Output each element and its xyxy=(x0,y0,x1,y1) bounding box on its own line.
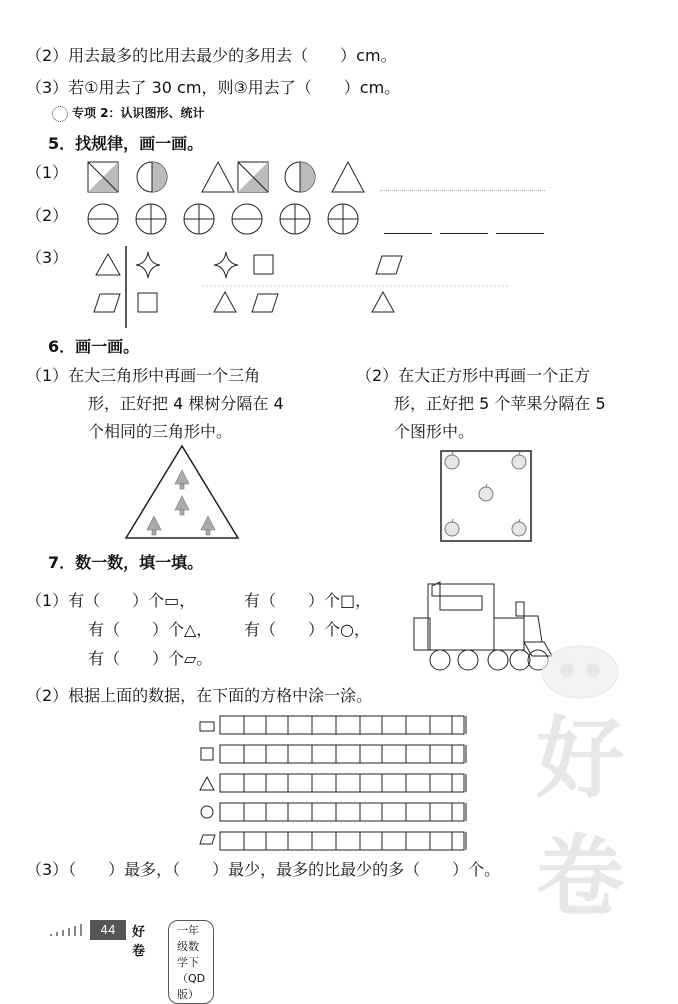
triangle-icon xyxy=(372,292,394,312)
section-header xyxy=(52,104,205,122)
q5-row2-answer-blank[interactable] xyxy=(496,233,544,234)
tally-row[interactable] xyxy=(220,716,464,734)
q7-row1a: （1）有（ ）个▭， xyxy=(26,591,196,610)
triangle-icon xyxy=(332,162,364,192)
flower-icon xyxy=(52,106,68,122)
book-title: 一年级数学下（QD 版） xyxy=(168,920,214,1004)
apple-icon xyxy=(512,519,526,536)
section-title: 专项 2：认识图形、统计 xyxy=(72,106,205,120)
q7-title: 7．数一数，填一填。 xyxy=(48,553,204,572)
half-shaded-square-icon xyxy=(238,162,268,192)
q6a-line1: （1）在大三角形中再画一个三角 xyxy=(26,366,261,385)
footer-brand: 好卷 xyxy=(132,925,146,959)
parallelogram-icon xyxy=(252,294,278,312)
q6b-line2: 形，正好把 5 个苹果分隔在 5 xyxy=(394,394,606,413)
q5-part3-label: （3） xyxy=(26,248,69,267)
tree-icon xyxy=(175,496,189,515)
tree-icon xyxy=(201,516,215,535)
q6b-line1: （2）在大正方形中再画一个正方 xyxy=(356,366,591,385)
tally-row[interactable] xyxy=(220,832,464,850)
q5-row3-pattern xyxy=(90,244,510,330)
watermark-char-2: 卷 xyxy=(535,825,624,928)
half-shaded-square-icon xyxy=(88,162,118,192)
apple-icon xyxy=(445,452,459,469)
tree-icon xyxy=(147,516,161,535)
square-icon xyxy=(201,748,213,760)
apple-icon xyxy=(512,452,526,469)
big-triangle-with-trees[interactable] xyxy=(124,444,240,540)
circle-icon xyxy=(201,806,213,818)
circle-horizontal-line-icon xyxy=(88,204,118,234)
parallelogram-icon xyxy=(376,256,402,274)
page-number: 44 xyxy=(90,920,126,940)
half-shaded-circle-icon xyxy=(137,162,167,192)
square-icon xyxy=(138,293,157,312)
q5-row2-answer-blank[interactable] xyxy=(384,233,432,234)
q6-title: 6．画一画。 xyxy=(48,337,140,356)
triangle-icon xyxy=(96,254,120,275)
parallelogram-icon xyxy=(200,835,215,844)
watermark-char-1: 好 xyxy=(535,707,624,810)
tally-row[interactable] xyxy=(220,774,464,792)
q7-part2-text: （2）根据上面的数据，在下面的方格中涂一涂。 xyxy=(26,686,373,705)
circle-cross-icon xyxy=(280,204,310,234)
q5-part1-label: （1） xyxy=(26,163,69,182)
q4-part3-text: （3）若①用去了 30 cm，则③用去了（ ）cm。 xyxy=(26,78,401,97)
circle-horizontal-line-icon xyxy=(232,204,262,234)
q7-row2a: 有（ ）个△， xyxy=(88,620,213,639)
q5-row2-answer-blank[interactable] xyxy=(440,233,488,234)
q5-row1-pattern xyxy=(86,160,386,196)
circle-cross-icon xyxy=(136,204,166,234)
tally-grid[interactable] xyxy=(198,712,468,852)
tally-row[interactable] xyxy=(220,745,464,763)
star-icon xyxy=(136,252,160,278)
q6b-line3: 个图形中。 xyxy=(394,422,475,441)
half-shaded-circle-icon xyxy=(285,162,315,192)
q5-row1-answer-line[interactable] xyxy=(380,190,545,191)
rectangle-icon xyxy=(200,722,214,731)
q5-title: 5．找规律，画一画。 xyxy=(48,134,204,153)
apple-icon xyxy=(445,519,459,536)
circle-cross-icon xyxy=(328,204,358,234)
triangle-icon xyxy=(202,162,234,192)
tally-row[interactable] xyxy=(220,803,464,821)
parallelogram-icon xyxy=(94,294,120,312)
tree-icon xyxy=(175,470,189,489)
q7-part3-text: （3）（ ）最多，（ ）最少，最多的比最少的多（ ）个。 xyxy=(26,860,501,879)
q7-row3a: 有（ ）个▱。 xyxy=(88,649,213,668)
triangle-icon xyxy=(200,777,214,790)
q7-row1b: 有（ ）个□， xyxy=(244,591,372,610)
q6a-line2: 形，正好把 4 棵树分隔在 4 xyxy=(88,394,284,413)
q5-row2-pattern xyxy=(86,202,386,238)
dot-gradient-icon xyxy=(48,924,88,938)
star-icon xyxy=(214,252,238,278)
q5-part2-label: （2） xyxy=(26,206,69,225)
q6a-line3: 个相同的三角形中。 xyxy=(88,422,233,441)
q4-part2-text: （2）用去最多的比用去最少的多用去（ ）cm。 xyxy=(26,46,397,65)
brand-watermark xyxy=(515,640,645,928)
apple-icon xyxy=(479,484,493,501)
big-square-with-apples[interactable] xyxy=(440,450,532,542)
triangle-icon xyxy=(214,292,236,312)
square-icon xyxy=(254,255,273,274)
circle-cross-icon xyxy=(184,204,214,234)
bee-mascot-icon xyxy=(525,640,635,700)
q7-row2b: 有（ ）个○， xyxy=(244,620,370,639)
